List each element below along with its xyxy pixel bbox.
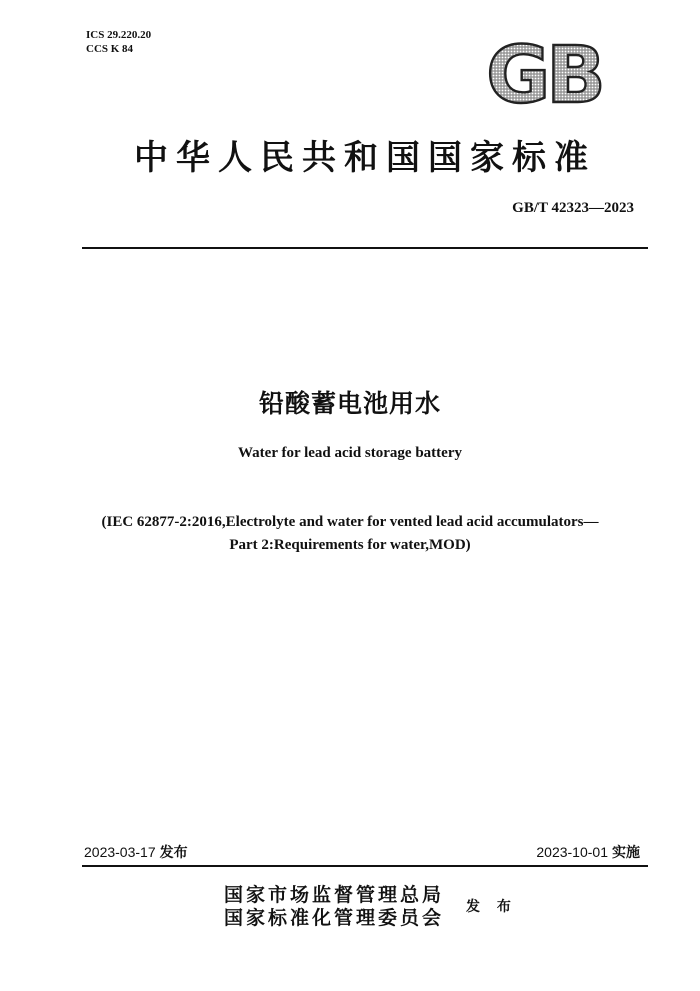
- implement-date-block: [536, 842, 640, 862]
- implement-label: 实施: [612, 845, 640, 861]
- bottom-divider: [82, 865, 648, 867]
- release-date: 2023-03-17: [84, 844, 156, 860]
- english-title: Water for lead acid storage battery: [238, 445, 462, 461]
- adoption-line-2: Part 2:Requirements for water,MOD): [229, 537, 471, 553]
- ccs-code: CCS K 84: [86, 43, 134, 55]
- release-date-block: [84, 842, 188, 862]
- issuing-authorities: [224, 884, 444, 930]
- ics-code: ICS 29.220.20: [86, 29, 152, 41]
- adoption-note: [0, 511, 700, 557]
- implement-date: 2023-10-01: [536, 844, 608, 860]
- top-divider: [82, 247, 648, 249]
- publish-label: 发 布: [466, 899, 517, 915]
- issuer-sac: 国家标准化管理委员会: [224, 907, 445, 929]
- issuer-samr: 国家市场监督管理总局: [224, 884, 445, 906]
- classification-codes: [86, 28, 151, 56]
- release-label: 发布: [159, 845, 188, 861]
- svg-text:GB: GB: [486, 38, 602, 110]
- org-title: 中华人民共和国国家标准: [134, 138, 596, 178]
- gb-logo: [474, 38, 614, 110]
- chinese-title: 铅酸蓄电池用水: [258, 389, 441, 418]
- adoption-line-1: (IEC 62877-2:2016,Electrolyte and water for vented lead acid accumulators—: [101, 514, 599, 530]
- standard-number: GB/T 42323—2023: [512, 200, 634, 216]
